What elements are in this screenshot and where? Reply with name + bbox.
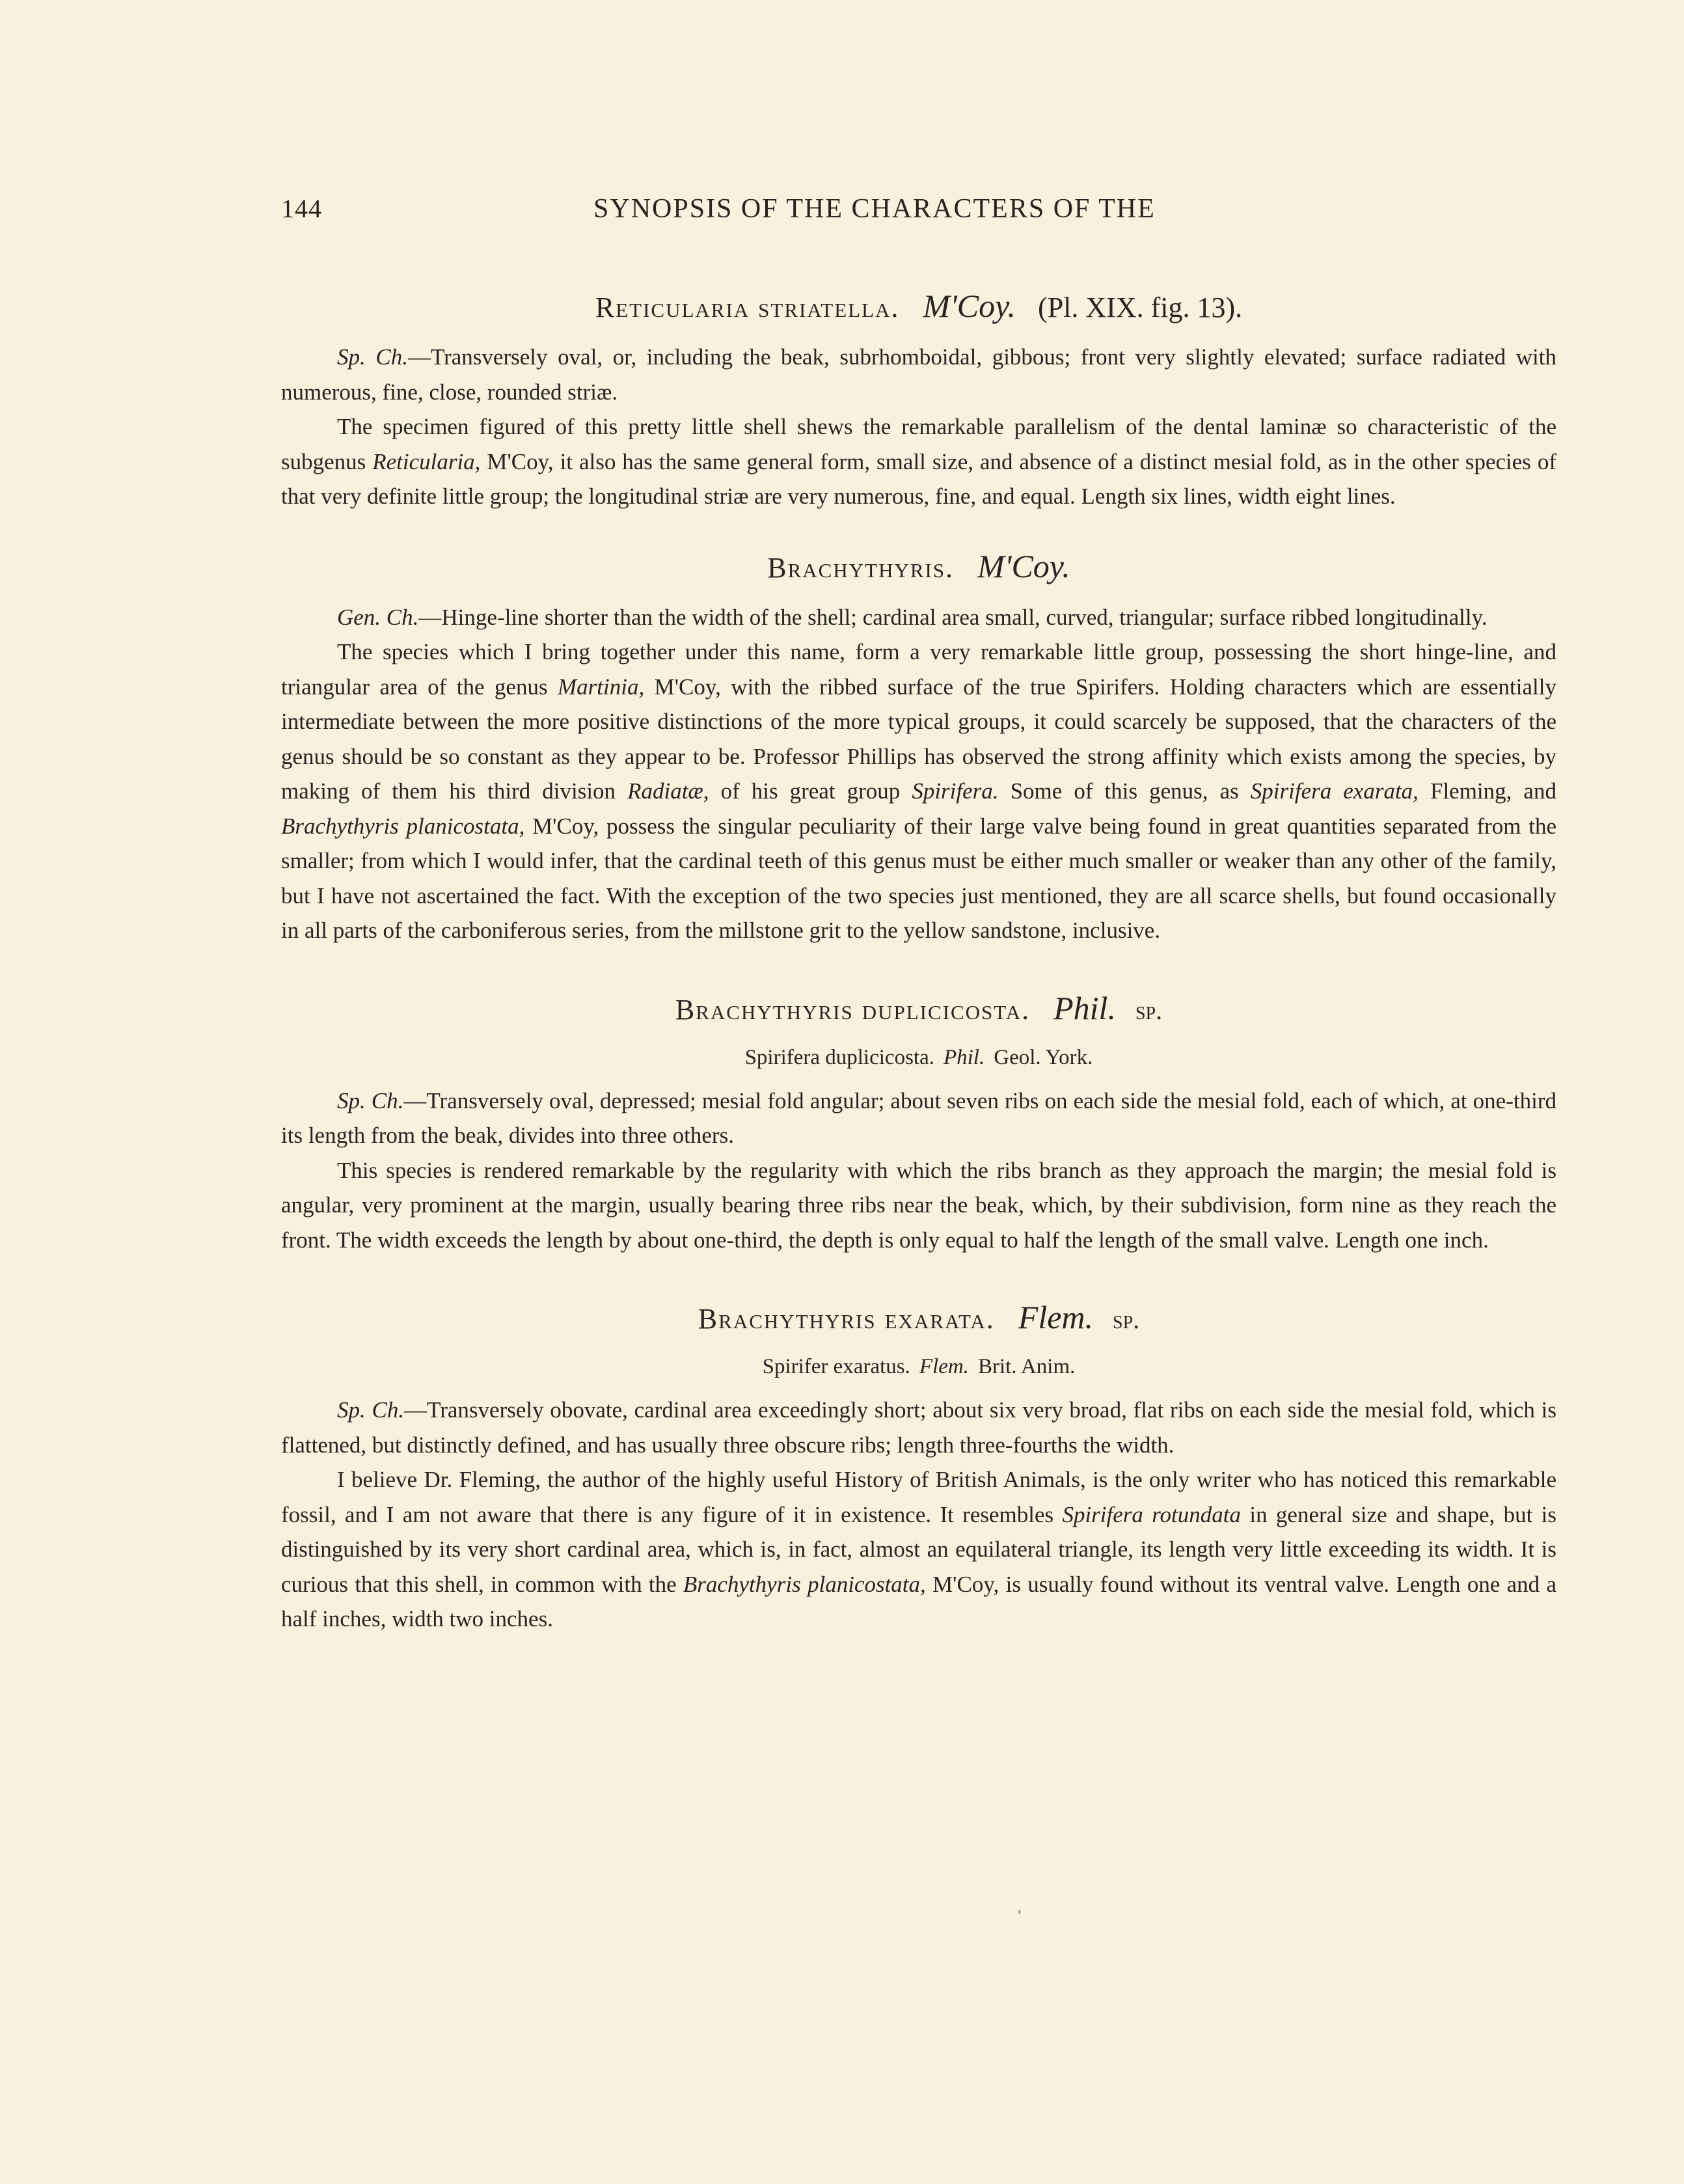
genus-brachythyris: [281, 547, 1556, 948]
description-paragraph: The species which I bring together under this name, form a very remarkable little group, possessing the short hinge-line, and triangular area of the genus Martinia, M'Coy, with the ribbed surface of the true Spirifers. Holding characters which are essentially intermediate between the more positive distinctions of the more typical groups, it could scarcely be supposed, that the characters of the genus should be so constant as they appear to be. Professor Phillips has observed the strong affinity which exists among the species, by making of them his third division Radiatæ, of his great group Spirifera. Some of this genus, as Spirifera exarata, Fleming, and Brachythyris planicostata, M'Coy, possess the singular peculiarity of their large valve being found in great quantities separated from the smaller; from which I would infer, that the cardinal teeth of this genus must be either much smaller or weaker than any other of the family, but I have not ascertained the fact. With the exception of the two species just mentioned, they are all scarce shells, but found occasionally in all parts of the carboniferous series, from the millstone grit to the yellow sandstone, inclusive.: [281, 639, 1556, 943]
running-head: [281, 193, 1556, 232]
running-title: SYNOPSIS OF THE CHARACTERS OF THE: [593, 194, 1156, 224]
species-heading: [281, 286, 1556, 328]
body-text: [281, 286, 1556, 1637]
sp-abbreviation: sp.: [1135, 995, 1163, 1025]
synonym: Spirifera duplicicosta. Phil. Geol. York.: [744, 1045, 1093, 1069]
species-author: Flem.: [1018, 1299, 1094, 1335]
specific-characters: Sp. Ch.—Transversely oval, depressed; mesial fold angular; about seven ribs on each side the mesial fold, each of which, at one-third its length from the beak, divides into three others.: [281, 1087, 1556, 1148]
species-brachythyris-exarata: [281, 1298, 1556, 1637]
label: Gen. Ch.: [337, 604, 419, 630]
label: Sp. Ch.: [337, 1087, 404, 1113]
sp-abbreviation: sp.: [1113, 1305, 1140, 1334]
description-paragraph: This species is rendered remarkable by the regularity with which the ribs branch as they approach the margin; the mesial fold is angular, very prominent at the margin, usually bearing three ribs near the beak, which, by their subdivision, form nine as they reach the front. The width exceeds the length by about one-third, the depth is only equal to half the length of the small valve. Length one inch.: [281, 1157, 1556, 1253]
species-author: Phil.: [1053, 989, 1116, 1026]
species-author: M'Coy.: [923, 288, 1016, 324]
synonym: Spirifer exaratus. Flem. Brit. Anim.: [762, 1355, 1076, 1378]
label: Sp. Ch.: [337, 1397, 405, 1423]
genus-heading: [281, 547, 1556, 588]
species-name: Reticularia striatella.: [595, 292, 900, 323]
description-paragraph: The specimen figured of this pretty little shell shews the remarkable parallelism of the dental laminæ so characteristic of the subgenus Reticularia, M'Coy, it also has the same general form, small size, and absence of a distinct mesial fold, as in the other species of that very definite little group; the longitudinal striæ are very numerous, fine, and equal. Length six lines, width eight lines.: [281, 414, 1556, 509]
species-heading: [281, 989, 1556, 1030]
species-name: Brachythyris duplicicosta.: [675, 993, 1031, 1026]
description-paragraph: I believe Dr. Fleming, the author of the highly useful History of British Animals, is the only writer who has noticed this remarkable fossil, and I am not aware that there is any figure of it in existence. It resembles Spirifera rotundata in general size and shape, but is distinguished by its very short cardinal area, which is, in fact, almost an equilateral triangle, its length very little exceeding its width. It is curious that this shell, in common with the Brachythyris planicostata, M'Coy, is usually found without its ventral valve. Length one and a half inches, width two inches.: [281, 1467, 1557, 1631]
plate-reference: (Pl. XIX. fig. 13).: [1038, 292, 1243, 323]
specific-characters: Sp. Ch.—Transversely oval, or, including the beak, subrhomboidal, gibbous; front very slightly elevated; surface radiated with numerous, fine, close, rounded striæ.: [281, 344, 1556, 405]
generic-characters: Gen. Ch.—Hinge-line shorter than the width of the shell; cardinal area small, curved, triangular; surface ribbed longitudinally.: [337, 604, 1487, 630]
species-heading: [281, 1298, 1556, 1339]
label: Sp. Ch.: [337, 344, 408, 370]
page-number: 144: [281, 194, 322, 223]
specific-characters: Sp. Ch.—Transversely obovate, cardinal area exceedingly short; about six very broad, flat ribs on each side the mesial fold, which is flattened, but distinctly defined, and has usually three obscure ribs; length three-fourths the width.: [281, 1397, 1556, 1458]
paper-speck: [1018, 1910, 1021, 1914]
genus-author: M'Coy.: [977, 547, 1070, 584]
species-name: Brachythyris exarata.: [698, 1303, 995, 1335]
species-reticularia-striatella: [281, 286, 1556, 514]
species-brachythyris-duplicicosta: [281, 989, 1556, 1258]
genus-name: Brachythyris.: [767, 551, 955, 584]
